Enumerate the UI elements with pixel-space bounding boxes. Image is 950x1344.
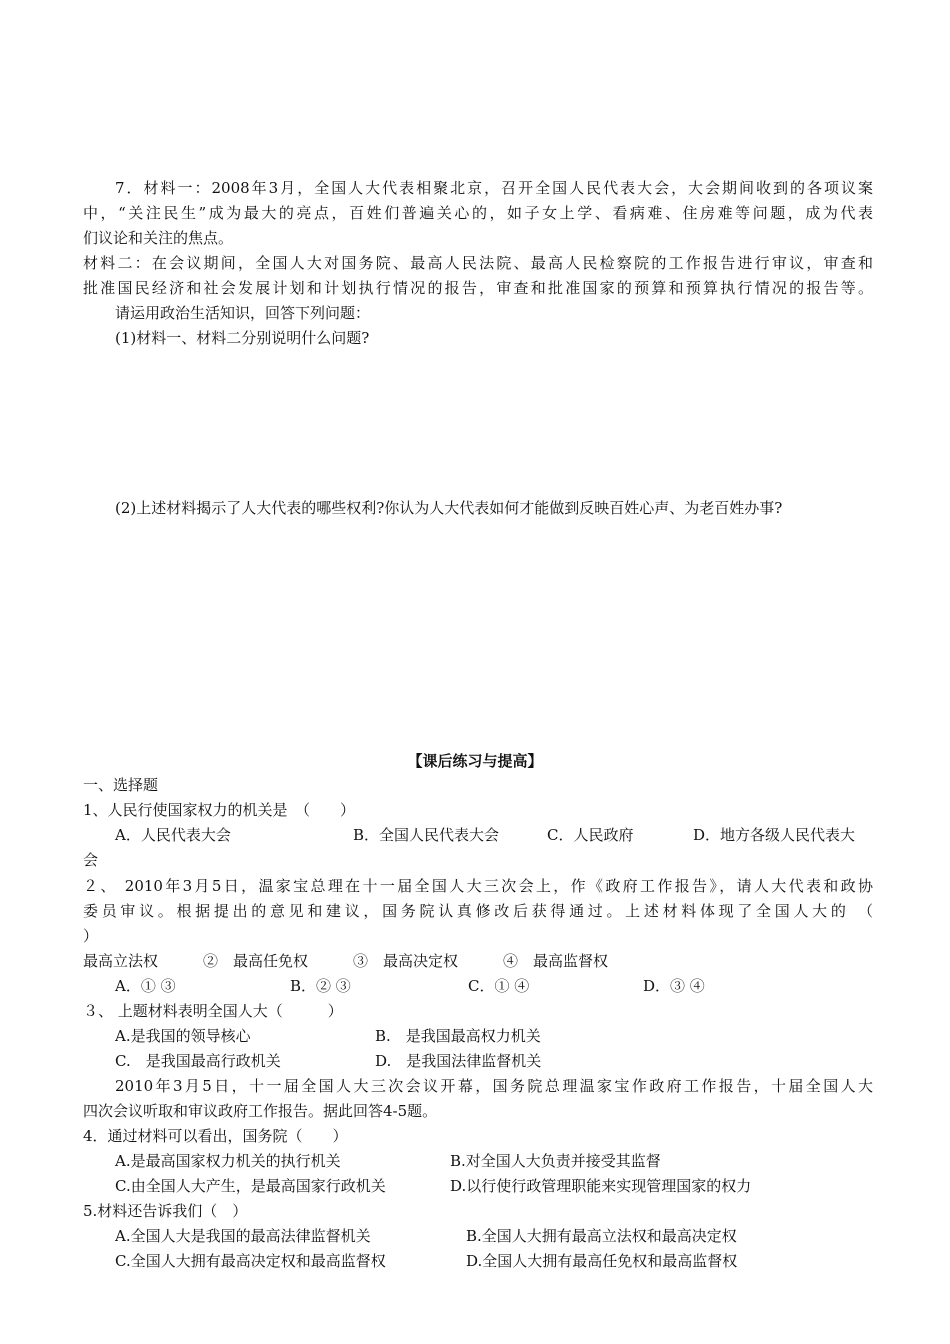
q2-items: 最高立法权 ② 最高任免权 ③ 最高决定权 ④ 最高监督权 (83, 952, 609, 970)
q2-stem-line1: ２、 2010年3月5日，温家宝总理在十一届全国人大三次会上，作《政府工作报告》，请人大代表和政协 (83, 877, 873, 895)
q3-option-c: C. 是我国最高行政机关 (115, 1052, 281, 1070)
q1-option-b: B．全国人民代表大会 (353, 826, 500, 844)
q45-intro-line1: 2010年3月5日，十一届全国人大三次会议开幕，国务院总理温家宝作政府工作报告，十届全国人大 (115, 1077, 873, 1095)
q7-material1-line3: 们议论和关注的焦点。 (83, 229, 234, 247)
q4-stem: 4．通过材料可以看出，国务院（ ） (83, 1127, 348, 1145)
section-title: 【课后练习与提高】 (407, 752, 543, 770)
q2-option-c: C．① ④ (468, 977, 530, 995)
q7-subquestion-2: (2)上述材料揭示了人大代表的哪些权利?你认为人大代表如何才能做到反映百姓心声、为老百姓办事? (115, 499, 783, 517)
q4-option-c: C.由全国人大产生，是最高国家行政机关 (115, 1177, 386, 1195)
q3-option-a: A.是我国的领导核心 (115, 1027, 251, 1045)
q2-option-b: B．② ③ (290, 977, 351, 995)
q5-option-c: C.全国人大拥有最高决定权和最高监督权 (115, 1252, 386, 1270)
q7-instruction: 请运用政治生活知识，回答下列问题： (115, 304, 371, 322)
q4-option-a: A.是最高国家权力机关的执行机关 (115, 1152, 341, 1170)
q3-option-b: B. 是我国最高权力机关 (375, 1027, 541, 1045)
q45-intro-line2: 四次会议听取和审议政府工作报告。据此回答4-5题。 (83, 1102, 438, 1120)
q4-option-d: D.以行使行政管理职能来实现管理国家的权力 (450, 1177, 752, 1195)
q7-material2-line1: 材料二：在会议期间，全国人大对国务院、最高人民法院、最高人民检察院的工作报告进行审议，审查和 (83, 254, 873, 272)
q5-stem: 5.材料还告诉我们（ ） (83, 1202, 248, 1220)
q1-option-c: C．人民政府 (547, 826, 634, 844)
q7-material1-line1: 7．材料一：2008年3月，全国人大代表相聚北京，召开全国人民代表大会，大会期间收到的各项议案 (115, 179, 873, 197)
q3-option-d: D. 是我国法律监督机关 (375, 1052, 542, 1070)
q4-option-b: B.对全国人大负责并接受其监督 (450, 1152, 661, 1170)
q7-subquestion-1: (1)材料一、材料二分别说明什么问题? (115, 329, 370, 347)
q3-stem: ３、 上题材料表明全国人大（ ） (83, 1002, 343, 1020)
q1-stem: 1、人民行使国家权力的机关是 （ ） (83, 801, 356, 819)
q1-option-d: D．地方各级人民代表大 (693, 826, 856, 844)
q2-stem-line3: ） (83, 927, 99, 945)
q7-material2-line2: 批准国民经济和社会发展计划和计划执行情况的报告，审查和批准国家的预算和预算执行情况的报告等。 (83, 279, 873, 297)
q5-option-a: A.全国人大是我国的最高法律监督机关 (115, 1227, 371, 1245)
q1-option-a: A．人民代表大会 (115, 826, 231, 844)
q2-option-a: A．① ③ (115, 977, 176, 995)
q5-option-b: B.全国人大拥有最高立法权和最高决定权 (466, 1227, 737, 1245)
q2-option-d: D．③ ④ (643, 977, 705, 995)
q5-option-d: D.全国人大拥有最高任免权和最高监督权 (466, 1252, 738, 1270)
q1-option-d-continuation: 会 (83, 851, 99, 869)
q7-material1-line2: 中，“关注民生”成为最大的亮点，百姓们普遍关心的，如子女上学、看病难、住房难等问题，成为代表 (83, 204, 873, 222)
section-subtitle: 一、选择题 (83, 776, 159, 794)
q2-stem-line2: 委员审议。根据提出的意见和建议，国务院认真修改后获得通过。上述材料体现了全国人大的 （ (83, 902, 873, 920)
